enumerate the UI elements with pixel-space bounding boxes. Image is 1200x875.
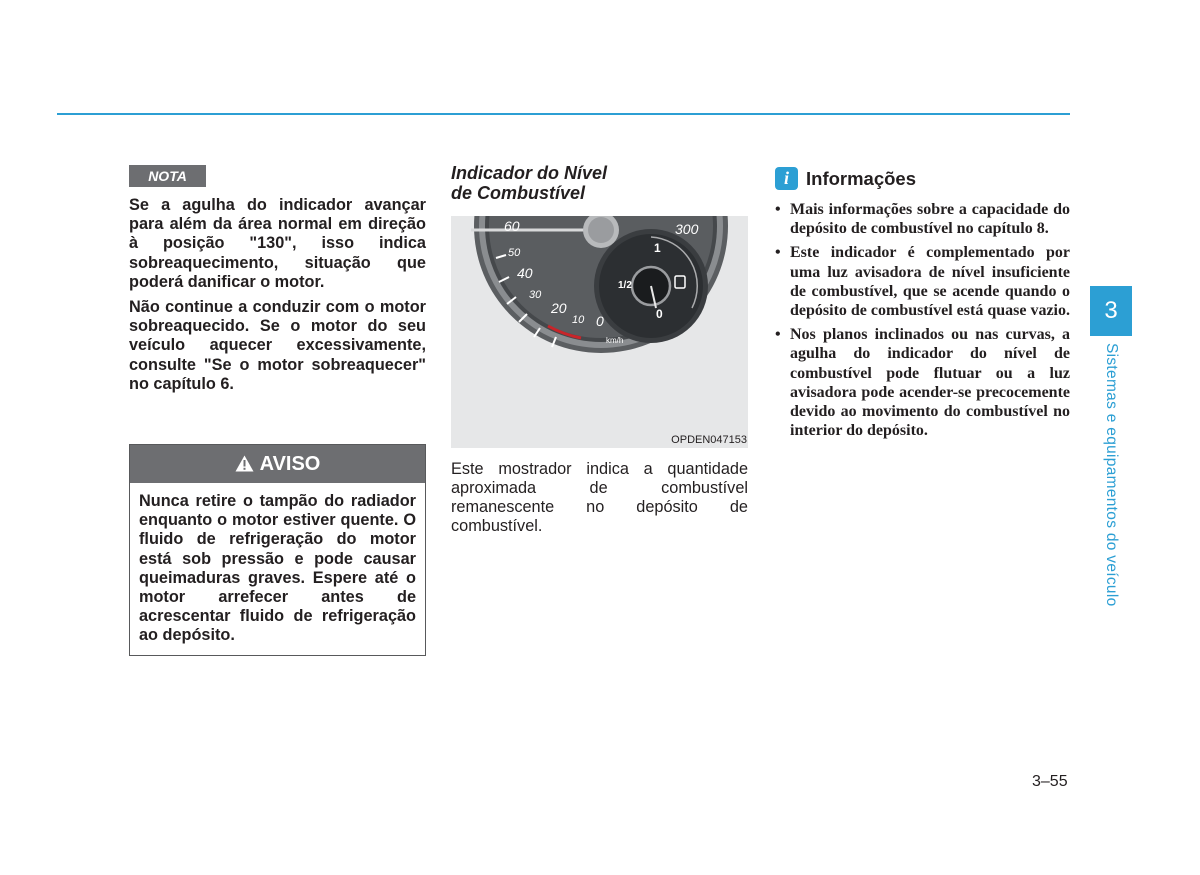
info-list (775, 200, 1070, 440)
figure-code: OPDEN047153 (671, 434, 747, 446)
nota-paragraph-1: Se a agulha do indicador avançar para além da área normal em direção à posição "130", isso indica sobreaquecimento, situação que poderá danificar o motor. (129, 196, 426, 291)
aviso-body: Nunca retire o tampão do radiador enquanto o motor estiver quente. O fluido de refrigeração do motor está sob pressão e pode causar queimaduras graves. Espere até o motor arrefecer antes de acrescentar fluido de refrigeração ao depósito. (139, 492, 416, 645)
section-title-line1: Indicador do Nível (451, 163, 608, 183)
nota-badge: NOTA (129, 165, 206, 187)
section-title-line2: de Combustível (451, 183, 586, 203)
aviso-title: AVISO (259, 453, 321, 475)
info-header (775, 167, 1070, 190)
nota-column (129, 165, 426, 645)
warning-triangle-icon (235, 455, 254, 472)
gauge-label-60: 60 (504, 218, 520, 234)
page-number: 3–55 (1032, 773, 1068, 790)
info-column (775, 167, 1070, 445)
info-icon: i (775, 167, 798, 190)
gauge-label-20: 20 (551, 300, 567, 316)
gauge-unit: km/h (606, 336, 624, 345)
list-item: • Mais informações sobre a capacidade do depósito de combustível no capítulo 8. (775, 200, 1070, 238)
nota-paragraph-2: Não continue a conduzir com o motor sobreaquecido. Se o motor do seu veículo aquecer excessivamente, consulte "Se o motor sobreaquecer" no capítulo 6. (129, 298, 426, 393)
aviso-header (130, 445, 425, 483)
list-item: • Este indicador é complementado por uma luz avisadora de nível insuficiente de combustível, que se acende quando o depósito de combustível está quase vazio. (775, 243, 1070, 320)
chapter-number-tab: 3 (1090, 286, 1132, 336)
fuel-label-empty: 0 (656, 307, 663, 321)
gauge-label-40: 40 (517, 265, 533, 281)
fuel-gauge-section (451, 163, 748, 535)
gauge-label-30: 30 (529, 289, 542, 301)
section-body-text: Este mostrador indica a quantidade aproximada de combustível remanescente no depósito de combustível. (451, 460, 748, 535)
list-item: • Nos planos inclinados ou nas curvas, a agulha do indicador do nível de combustível pode flutuar ou a luz avisadora pode acender-se precocemente devido ao movimento do combustível no interior do depósito. (775, 325, 1070, 440)
gauge-label-0: 0 (596, 313, 604, 329)
fuel-label-full: 1 (654, 241, 661, 255)
chapter-title: Sistemas e equipamentos do veículo (1103, 343, 1120, 607)
instrument-cluster-illustration (451, 216, 748, 448)
gauge-label-10: 10 (572, 314, 585, 326)
info-title: Informações (806, 167, 917, 189)
section-title (451, 163, 748, 203)
fuel-gauge-figure (451, 216, 748, 448)
gauge-label-50: 50 (508, 247, 521, 259)
aviso-box (129, 444, 426, 656)
header-rule (57, 113, 1070, 115)
gauge-label-300: 300 (675, 221, 699, 237)
fuel-label-half: 1/2 (618, 280, 632, 291)
